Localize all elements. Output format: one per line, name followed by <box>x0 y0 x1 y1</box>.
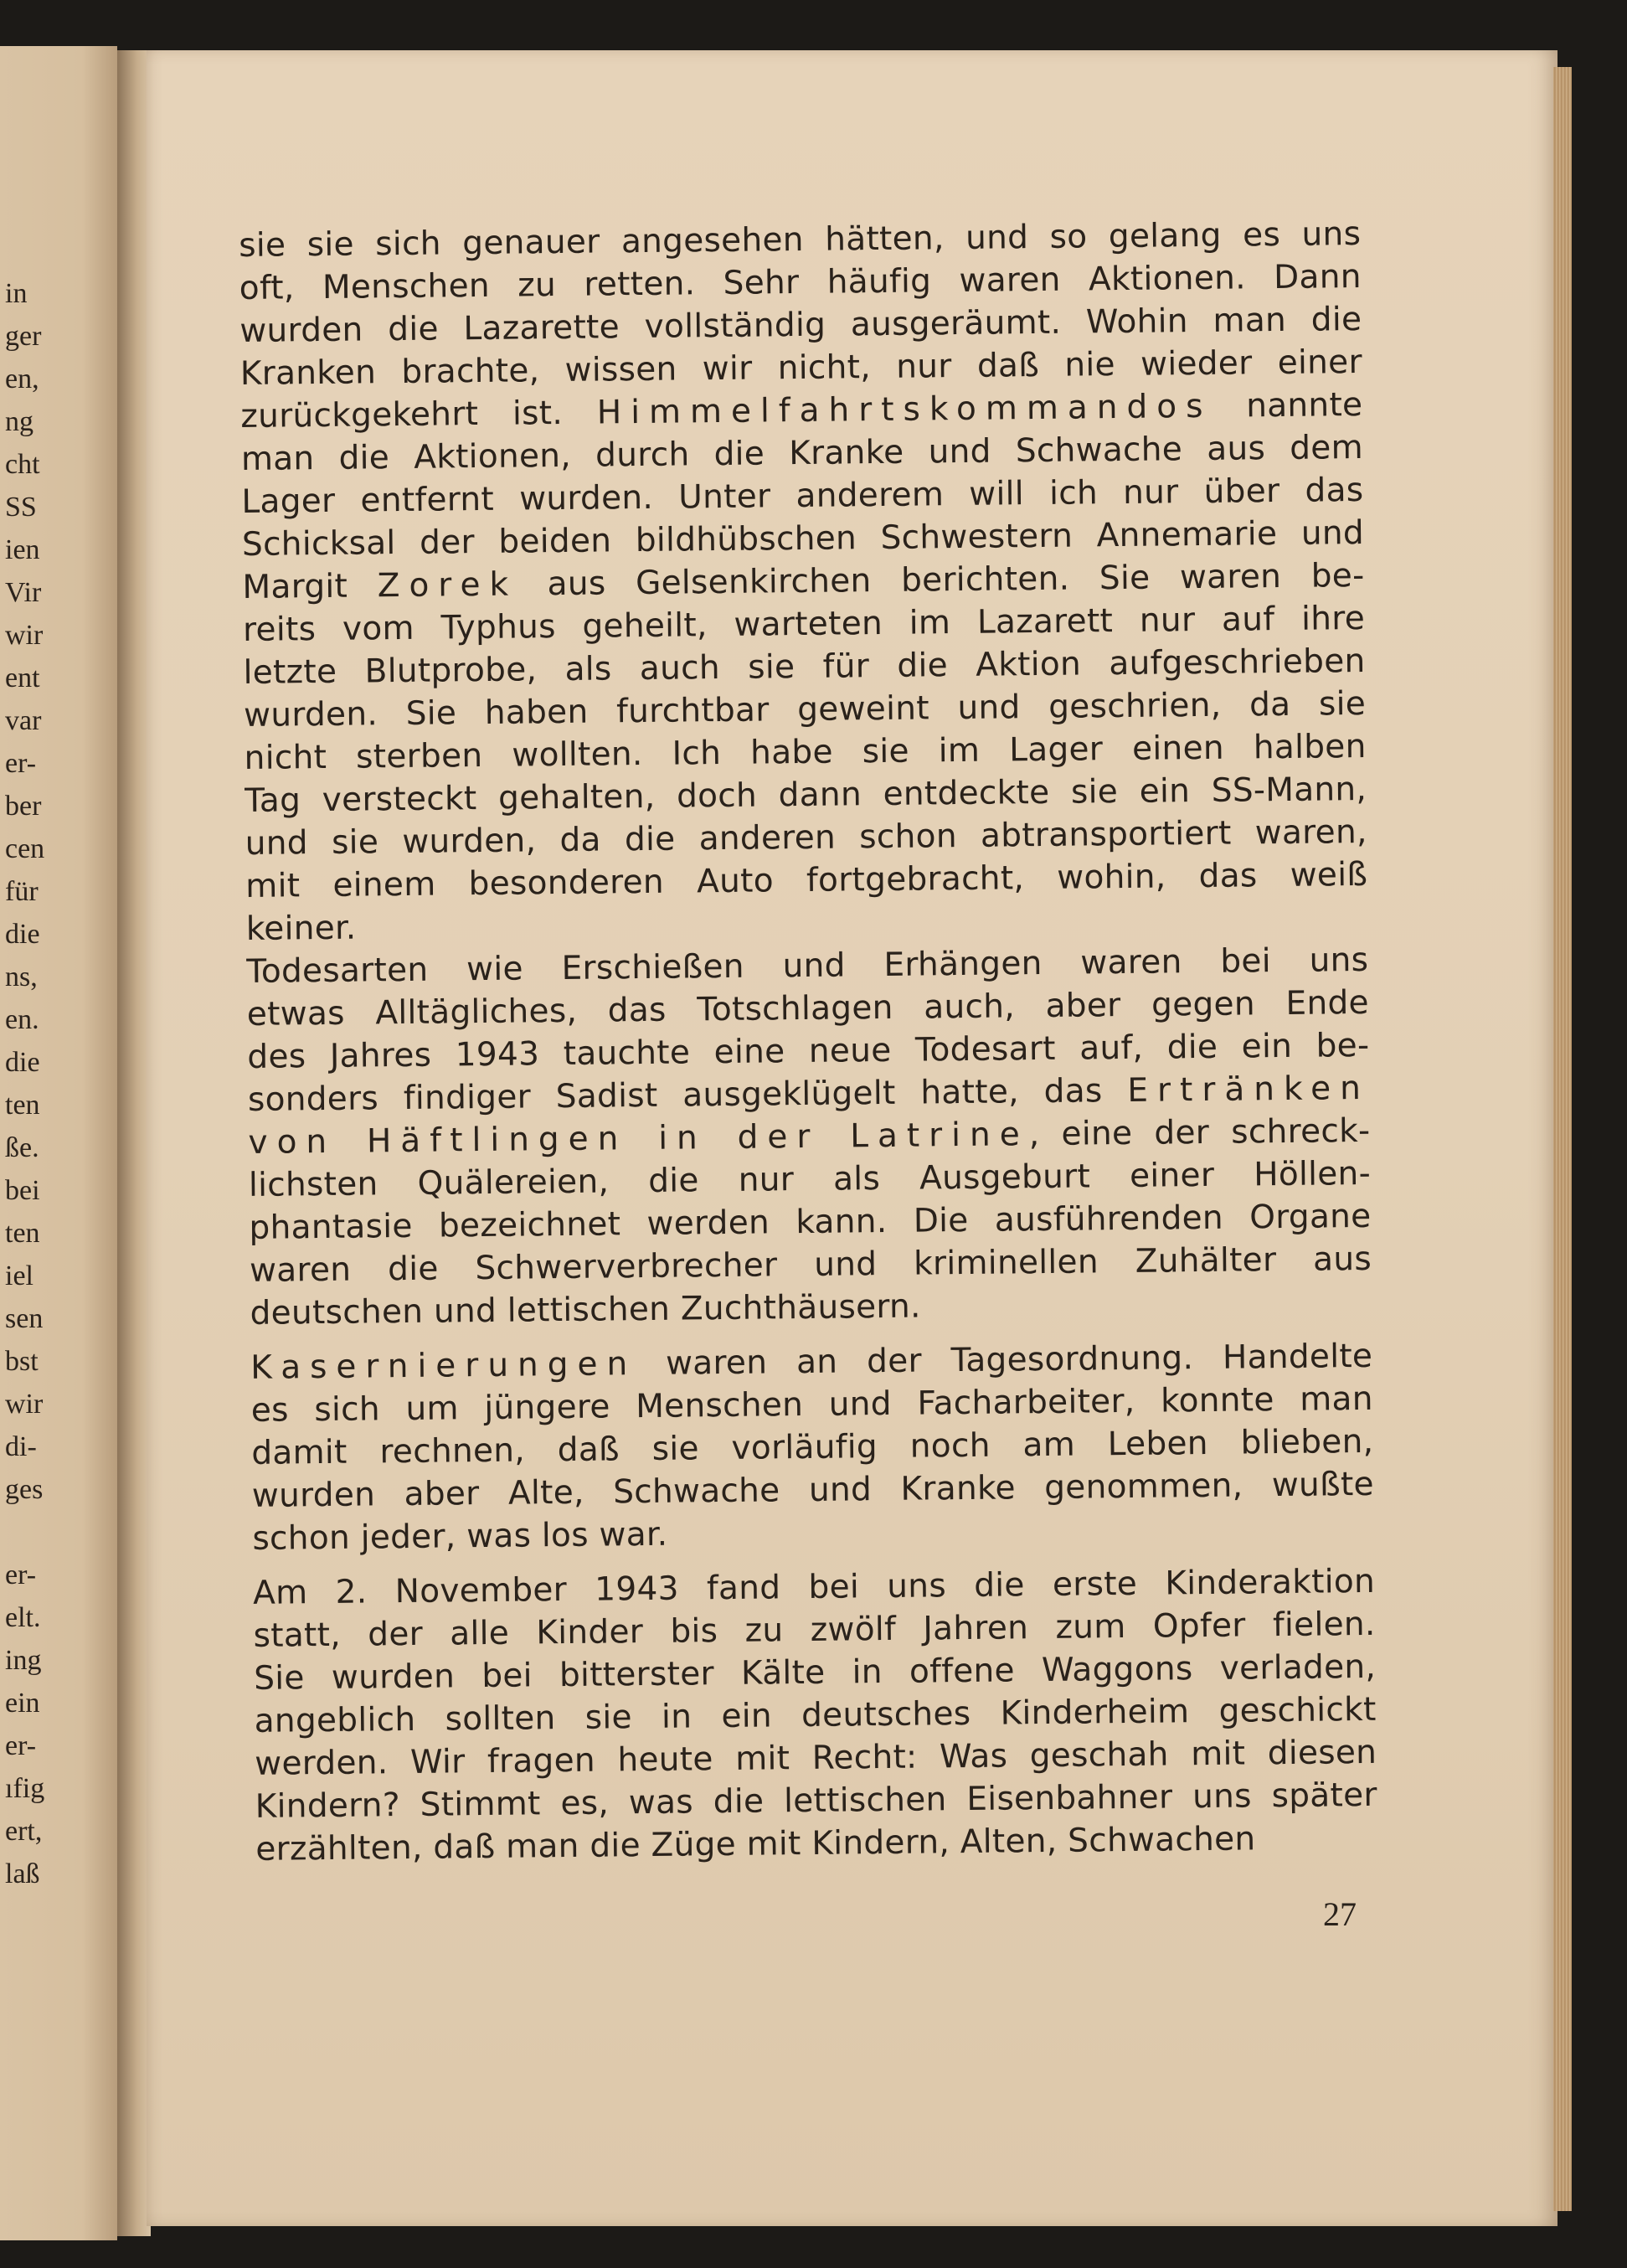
text-run: Margit <box>242 567 378 606</box>
facing-page-fragment: wir <box>5 1389 44 1420</box>
facing-page-fragment: ing <box>5 1645 42 1676</box>
facing-page-fragment: ße. <box>5 1132 39 1163</box>
text-run: phantasie bezeichnet werden kann. Die ausführenden Organe <box>249 1197 1372 1247</box>
text-run: erzählten, daß man die Züge mit Kindern, Alten, Schwachen <box>255 1820 1256 1869</box>
facing-page-fragment: die <box>5 919 40 950</box>
text-run: Lager entfernt wurden. Unter anderem will ich nur über das <box>241 471 1364 521</box>
text-run: letzte Blutprobe, als auch sie für die Aktion aufgeschrieben <box>243 642 1366 692</box>
page-number: 27 <box>1323 1895 1357 1933</box>
text-run: aus Gelsenkirchen berichten. Sie waren be- <box>517 556 1365 604</box>
facing-page-fragment: ng <box>5 406 33 437</box>
spaced-emphasis: Himmelfahrtskommandos <box>596 387 1213 432</box>
text-run: waren die Schwerverbrecher und kriminellen Zuhälter aus <box>249 1240 1372 1290</box>
text-run: reits vom Typhus geheilt, warteten im Lazarett nur auf ihre <box>242 599 1366 649</box>
text-run: wurden. Sie haben furchtbar geweint und geschrien, da sie <box>243 684 1367 735</box>
text-run: Kindern? Stimmt es, was die lettischen Eisenbahner uns später <box>255 1776 1377 1826</box>
text-run: schon jeder, was los war. <box>252 1515 668 1558</box>
facing-page-fragment: wir <box>5 620 44 651</box>
text-run: werden. Wir fragen heute mit Recht: Was geschah mit diesen <box>255 1733 1377 1783</box>
text-run: des Jahres 1943 tauchte eine neue Todesart auf, die ein be- <box>247 1026 1370 1076</box>
facing-page-fragment: er- <box>5 1559 37 1590</box>
text-run: sie sie sich genauer angesehen hätten, und so gelang es uns <box>239 214 1362 265</box>
facing-page-fragment: laß <box>5 1858 40 1889</box>
facing-page-fragment: sen <box>5 1303 44 1334</box>
spaced-emphasis: von Häftlingen in der Latrine <box>248 1116 1029 1162</box>
facing-page-fragment: bei <box>5 1175 40 1206</box>
facing-page-fragment: bst <box>5 1346 39 1377</box>
spaced-emphasis: Zorek <box>377 565 518 606</box>
facing-page-fragment: ns, <box>5 961 38 992</box>
text-run: Tag versteckt gehalten, doch dann entdeckte sie ein SS-Mann, <box>244 770 1367 820</box>
facing-page-fragment: für <box>5 876 39 907</box>
text-run: es sich um jüngere Menschen und Facharbeiter, konnte man <box>250 1379 1373 1430</box>
facing-page-fragment: di- <box>5 1431 37 1462</box>
text-run: waren an der Tagesordnung. Handelte <box>636 1337 1373 1384</box>
text-run: angeblich sollten sie in ein deutsches Kinderheim geschickt <box>254 1690 1377 1740</box>
facing-page-fragment: iel <box>5 1260 33 1291</box>
facing-page-fragment: var <box>5 705 42 736</box>
text-run: Schicksal der beiden bildhübschen Schwestern Annemarie und <box>241 513 1365 564</box>
text-run: deutschen und lettischen Zuchthäusern. <box>250 1287 921 1332</box>
facing-page-fragment: ber <box>5 791 42 822</box>
text-run: Am 2. November 1943 fand bei uns die erste Kinderaktion <box>252 1562 1376 1612</box>
facing-page-fragment <box>5 1511 106 1554</box>
text-run: damit rechnen, daß sie vorläufig noch am Leben blieben, <box>251 1422 1374 1472</box>
facing-page-fragment: cht <box>5 449 40 480</box>
text-run: Kranken brachte, wissen wir nicht, nur daß nie wieder einer <box>239 343 1363 393</box>
text-run: und sie wurden, da die anderen schon abtransportiert waren, <box>245 812 1367 863</box>
text-run: man die Aktionen, durch die Kranke und Schwache aus dem <box>240 428 1364 478</box>
text-run: etwas Alltägliches, das Totschlagen auch, aber gegen Ende <box>246 983 1370 1033</box>
text-run: nannte <box>1212 385 1363 425</box>
facing-page-text <box>5 272 106 1895</box>
text-run: oft, Menschen zu retten. Sehr häufig waren Aktionen. Dann <box>239 257 1362 307</box>
facing-page-fragment: Vir <box>5 577 42 608</box>
facing-page-fragment: ten <box>5 1090 40 1121</box>
facing-page-fragment: ıfig <box>5 1773 45 1804</box>
facing-page-fragment: die <box>5 1047 40 1078</box>
facing-page-fragment: en. <box>5 1004 39 1035</box>
spaced-emphasis: Ertränken <box>1127 1069 1371 1110</box>
spaced-emphasis: Kasernierungen <box>250 1345 637 1387</box>
book-gutter <box>117 50 151 2236</box>
page-edge <box>1553 67 1572 2211</box>
facing-page-fragment: ien <box>5 534 40 565</box>
text-run: zurückgekehrt ist. <box>240 394 598 436</box>
facing-page-fragment: elt. <box>5 1602 41 1633</box>
facing-page-fragment: ten <box>5 1218 40 1249</box>
text-run: Sie wurden bei bitterster Kälte in offene Waggons verladen, <box>253 1647 1377 1698</box>
facing-page-fragment: er- <box>5 1730 37 1761</box>
text-run: Todesarten wie Erschießen und Erhängen waren bei uns <box>246 941 1369 991</box>
facing-page-fragment: SS <box>5 492 37 523</box>
text-run: lichsten Quälereien, die nur als Ausgeburt einer Höllen- <box>248 1154 1372 1204</box>
text-run: mit einem besonderen Auto fortgebracht, wohin, das weiß <box>245 855 1368 905</box>
text-run: keiner. <box>245 909 357 948</box>
text-run: wurden die Lazarette vollständig ausgeräumt. Wohin man die <box>239 300 1362 350</box>
facing-page-fragment: en, <box>5 363 39 394</box>
facing-page-fragment: in <box>5 278 28 309</box>
facing-page-fragment: ger <box>5 321 42 352</box>
text-run: nicht sterben wollten. Ich habe sie im Lager einen halben <box>244 727 1367 777</box>
facing-page <box>0 46 117 2240</box>
text-run: , eine der schreck- <box>1028 1111 1371 1154</box>
facing-page-fragment: er- <box>5 748 37 779</box>
facing-page-fragment: ges <box>5 1474 44 1505</box>
facing-page-fragment: cen <box>5 833 45 864</box>
body-text <box>239 213 1378 1871</box>
facing-page-fragment: ert, <box>5 1816 43 1847</box>
text-run: sonders findiger Sadist ausgeklügelt hatte, das <box>247 1071 1128 1119</box>
facing-page-fragment: ein <box>5 1688 40 1719</box>
facing-page-fragment: ent <box>5 662 40 693</box>
text-run: statt, der alle Kinder bis zu zwölf Jahren zum Opfer fielen. <box>253 1605 1376 1655</box>
text-run: wurden aber Alte, Schwache und Kranke genommen, wußte <box>251 1465 1375 1515</box>
